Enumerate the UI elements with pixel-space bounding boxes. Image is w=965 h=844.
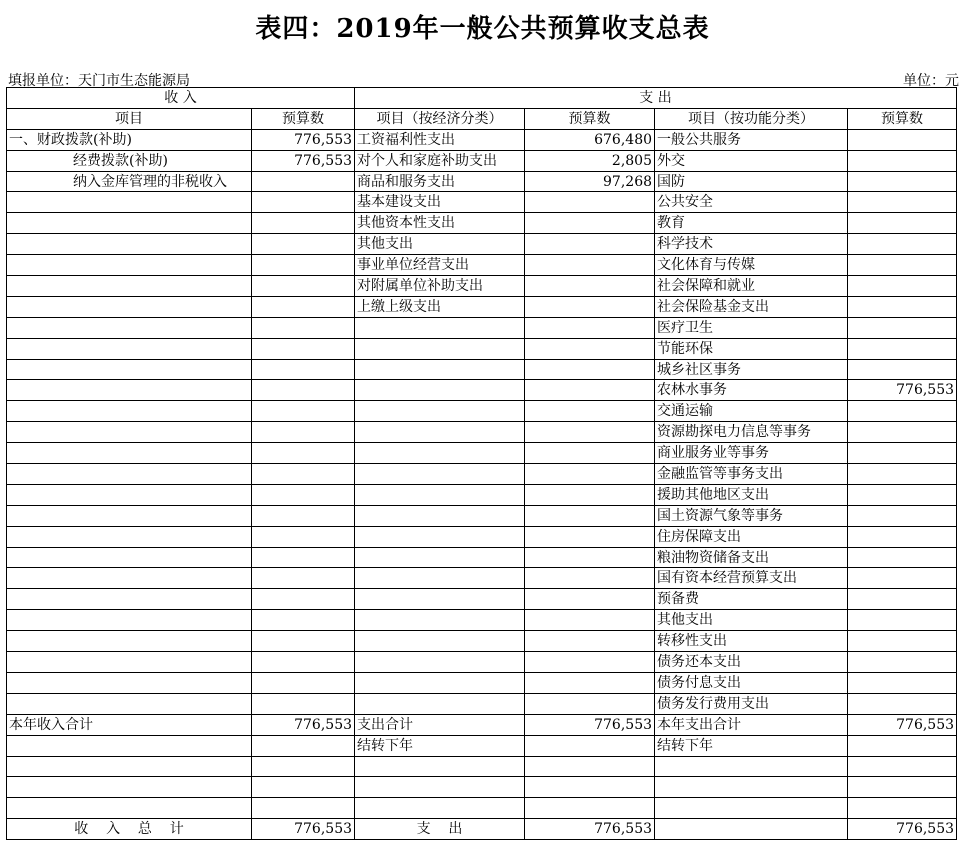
page-title: 表四：2019年一般公共预算收支总表 (255, 14, 710, 44)
income-item-cell (7, 484, 252, 505)
table-row (7, 401, 957, 422)
func-budget-cell (848, 798, 957, 819)
income-budget-cell (252, 234, 355, 255)
func-budget-cell (848, 672, 957, 693)
econ-budget-cell (525, 234, 655, 255)
income-budget-cell (252, 401, 355, 422)
income-budget-cell (252, 276, 355, 297)
table-row (7, 359, 957, 380)
expense-header: 支 出 (355, 88, 957, 109)
econ-budget-cell (525, 693, 655, 714)
table-row (7, 317, 957, 338)
func-budget-cell (848, 192, 957, 213)
econ-item-cell (355, 693, 525, 714)
func-item-cell: 债务还本支出 (655, 652, 848, 673)
table-row (7, 735, 957, 756)
func-budget-cell (848, 276, 957, 297)
total-func-value: 776,553 (848, 819, 957, 840)
grand-total-row (7, 819, 957, 840)
table-row (7, 505, 957, 526)
col-econ-item-header: 项目（按经济分类） (355, 108, 525, 129)
income-budget-cell (252, 526, 355, 547)
econ-budget-cell (525, 568, 655, 589)
income-item-cell (7, 213, 252, 234)
econ-item-cell (355, 589, 525, 610)
income-item-cell: 纳入金库管理的非税收入 (7, 171, 252, 192)
table-row (7, 234, 957, 255)
income-item-cell (7, 589, 252, 610)
table-row (7, 777, 957, 798)
econ-budget-cell (525, 317, 655, 338)
income-budget-cell (252, 192, 355, 213)
econ-budget-cell (525, 631, 655, 652)
econ-item-cell (355, 631, 525, 652)
func-budget-cell (848, 526, 957, 547)
income-budget-cell (252, 296, 355, 317)
econ-budget-cell (525, 213, 655, 234)
func-item-cell: 医疗卫生 (655, 317, 848, 338)
func-budget-cell (848, 631, 957, 652)
income-item-cell (7, 568, 252, 589)
func-item-cell: 资源勘探电力信息等事务 (655, 422, 848, 443)
col-func-budget-header: 预算数 (848, 108, 957, 129)
table-row (7, 610, 957, 631)
table-row (7, 589, 957, 610)
func-item-cell: 转移性支出 (655, 631, 848, 652)
income-item-cell (7, 652, 252, 673)
econ-item-cell (355, 464, 525, 485)
func-item-cell (655, 777, 848, 798)
econ-item-cell (355, 359, 525, 380)
income-item-cell: 经费拨款(补助) (7, 150, 252, 171)
income-item-cell (7, 672, 252, 693)
income-item-cell (7, 693, 252, 714)
econ-budget-cell (525, 798, 655, 819)
econ-budget-cell: 676,480 (525, 129, 655, 150)
income-budget-cell (252, 359, 355, 380)
econ-item-cell: 其他支出 (355, 234, 525, 255)
func-item-cell: 国防 (655, 171, 848, 192)
income-budget-cell (252, 484, 355, 505)
income-item-cell (7, 505, 252, 526)
table-row (7, 798, 957, 819)
func-budget-cell (848, 443, 957, 464)
income-budget-cell (252, 255, 355, 276)
func-budget-cell (848, 255, 957, 276)
income-item-cell (7, 798, 252, 819)
income-item-cell (7, 526, 252, 547)
econ-item-cell (355, 652, 525, 673)
table-row (7, 213, 957, 234)
col-item-header: 项目 (7, 108, 252, 129)
income-budget-cell (252, 464, 355, 485)
income-item-cell (7, 547, 252, 568)
income-item-cell: 本年收入合计 (7, 714, 252, 735)
econ-item-cell (355, 317, 525, 338)
income-budget-cell (252, 652, 355, 673)
income-budget-cell (252, 213, 355, 234)
table-row (7, 150, 957, 171)
func-item-cell: 本年支出合计 (655, 714, 848, 735)
func-item-cell: 一般公共服务 (655, 129, 848, 150)
func-budget-cell (848, 777, 957, 798)
table-row (7, 756, 957, 777)
econ-budget-cell (525, 547, 655, 568)
econ-budget-cell (525, 777, 655, 798)
income-budget-cell (252, 338, 355, 359)
func-item-cell: 国土资源气象等事务 (655, 505, 848, 526)
income-item-cell (7, 317, 252, 338)
total-income-value: 776,553 (252, 819, 355, 840)
func-item-cell: 国有资本经营预算支出 (655, 568, 848, 589)
econ-budget-cell (525, 443, 655, 464)
econ-item-cell (355, 401, 525, 422)
income-item-cell (7, 735, 252, 756)
income-budget-cell (252, 171, 355, 192)
func-budget-cell (848, 150, 957, 171)
total-func-label (655, 819, 848, 840)
table-row (7, 526, 957, 547)
income-budget-cell (252, 422, 355, 443)
col-budget-header: 预算数 (252, 108, 355, 129)
econ-item-cell (355, 422, 525, 443)
econ-item-cell: 支出合计 (355, 714, 525, 735)
budget-table (6, 87, 957, 840)
income-budget-cell (252, 777, 355, 798)
table-row (7, 693, 957, 714)
func-budget-cell (848, 234, 957, 255)
func-item-cell: 住房保障支出 (655, 526, 848, 547)
econ-budget-cell (525, 464, 655, 485)
income-item-cell (7, 610, 252, 631)
table-row (7, 484, 957, 505)
func-item-cell: 结转下年 (655, 735, 848, 756)
income-item-cell (7, 276, 252, 297)
income-budget-cell (252, 631, 355, 652)
income-budget-cell (252, 380, 355, 401)
func-item-cell: 其他支出 (655, 610, 848, 631)
func-budget-cell (848, 338, 957, 359)
func-item-cell (655, 798, 848, 819)
table-row (7, 192, 957, 213)
income-budget-cell: 776,553 (252, 129, 355, 150)
func-budget-cell (848, 735, 957, 756)
income-item-cell (7, 255, 252, 276)
reporting-unit: 填报单位：天门市生态能源局 (8, 73, 190, 89)
econ-item-cell (355, 777, 525, 798)
total-income-label: 收 入 总 计 (7, 819, 252, 840)
func-item-cell: 商业服务业等事务 (655, 443, 848, 464)
func-budget-cell (848, 547, 957, 568)
econ-budget-cell: 97,268 (525, 171, 655, 192)
econ-budget-cell (525, 255, 655, 276)
econ-item-cell (355, 505, 525, 526)
econ-budget-cell (525, 672, 655, 693)
func-budget-cell (848, 129, 957, 150)
func-item-cell: 农林水事务 (655, 380, 848, 401)
func-item-cell: 债务发行费用支出 (655, 693, 848, 714)
table-row (7, 276, 957, 297)
income-budget-cell (252, 672, 355, 693)
func-budget-cell (848, 359, 957, 380)
income-item-cell (7, 777, 252, 798)
func-item-cell: 社会保险基金支出 (655, 296, 848, 317)
table-row (7, 672, 957, 693)
table-row (7, 714, 957, 735)
func-item-cell: 教育 (655, 213, 848, 234)
func-budget-cell (848, 213, 957, 234)
econ-item-cell (355, 756, 525, 777)
table-row (7, 652, 957, 673)
income-item-cell (7, 443, 252, 464)
income-item-cell (7, 422, 252, 443)
total-expense-value: 776,553 (525, 819, 655, 840)
func-item-cell: 粮油物资储备支出 (655, 547, 848, 568)
table-row (7, 568, 957, 589)
func-item-cell: 文化体育与传媒 (655, 255, 848, 276)
econ-budget-cell (525, 296, 655, 317)
income-budget-cell (252, 693, 355, 714)
income-item-cell (7, 359, 252, 380)
econ-budget-cell (525, 484, 655, 505)
econ-budget-cell (525, 422, 655, 443)
func-item-cell: 交通运输 (655, 401, 848, 422)
header-group-row (7, 88, 957, 109)
func-budget-cell (848, 610, 957, 631)
income-budget-cell (252, 568, 355, 589)
income-item-cell (7, 464, 252, 485)
econ-item-cell: 其他资本性支出 (355, 213, 525, 234)
func-item-cell: 节能环保 (655, 338, 848, 359)
func-budget-cell (848, 296, 957, 317)
func-item-cell: 预备费 (655, 589, 848, 610)
col-econ-budget-header: 预算数 (525, 108, 655, 129)
econ-budget-cell (525, 192, 655, 213)
econ-item-cell: 上缴上级支出 (355, 296, 525, 317)
econ-budget-cell (525, 338, 655, 359)
header-column-row (7, 108, 957, 129)
income-item-cell: 一、财政拨款(补助) (7, 129, 252, 150)
func-item-cell: 援助其他地区支出 (655, 484, 848, 505)
income-budget-cell (252, 610, 355, 631)
econ-item-cell (355, 380, 525, 401)
income-item-cell (7, 234, 252, 255)
col-func-item-header: 项目（按功能分类） (655, 108, 848, 129)
func-budget-cell (848, 464, 957, 485)
income-header: 收 入 (7, 88, 355, 109)
econ-budget-cell (525, 401, 655, 422)
econ-budget-cell (525, 756, 655, 777)
econ-item-cell: 事业单位经营支出 (355, 255, 525, 276)
income-budget-cell (252, 756, 355, 777)
func-budget-cell (848, 693, 957, 714)
econ-item-cell: 工资福利性支出 (355, 129, 525, 150)
func-budget-cell (848, 756, 957, 777)
econ-item-cell (355, 610, 525, 631)
table-row (7, 631, 957, 652)
table-row (7, 422, 957, 443)
table-row (7, 547, 957, 568)
table-row (7, 380, 957, 401)
econ-item-cell: 基本建设支出 (355, 192, 525, 213)
table-row (7, 296, 957, 317)
func-budget-cell (848, 484, 957, 505)
currency-unit: 单位：元 (903, 73, 959, 89)
income-item-cell (7, 338, 252, 359)
func-item-cell: 债务付息支出 (655, 672, 848, 693)
econ-budget-cell (525, 505, 655, 526)
econ-budget-cell (525, 589, 655, 610)
func-item-cell: 社会保障和就业 (655, 276, 848, 297)
func-budget-cell (848, 589, 957, 610)
table-row (7, 129, 957, 150)
income-budget-cell (252, 505, 355, 526)
econ-item-cell (355, 526, 525, 547)
econ-item-cell (355, 547, 525, 568)
income-budget-cell (252, 443, 355, 464)
income-budget-cell: 776,553 (252, 714, 355, 735)
table-row (7, 443, 957, 464)
table-row (7, 255, 957, 276)
income-budget-cell: 776,553 (252, 150, 355, 171)
income-item-cell (7, 192, 252, 213)
func-item-cell (655, 756, 848, 777)
income-budget-cell (252, 589, 355, 610)
econ-item-cell: 对个人和家庭补助支出 (355, 150, 525, 171)
econ-item-cell (355, 484, 525, 505)
econ-item-cell: 对附属单位补助支出 (355, 276, 525, 297)
income-budget-cell (252, 547, 355, 568)
income-item-cell (7, 401, 252, 422)
func-item-cell: 科学技术 (655, 234, 848, 255)
income-budget-cell (252, 798, 355, 819)
income-item-cell (7, 380, 252, 401)
econ-budget-cell (525, 735, 655, 756)
total-expense-label: 支 出 (355, 819, 525, 840)
table-row (7, 464, 957, 485)
func-budget-cell (848, 505, 957, 526)
econ-budget-cell (525, 652, 655, 673)
econ-item-cell (355, 443, 525, 464)
func-budget-cell (848, 568, 957, 589)
func-item-cell: 金融监管等事务支出 (655, 464, 848, 485)
func-budget-cell (848, 652, 957, 673)
econ-budget-cell (525, 380, 655, 401)
income-item-cell (7, 756, 252, 777)
func-item-cell: 城乡社区事务 (655, 359, 848, 380)
income-budget-cell (252, 735, 355, 756)
func-item-cell: 外交 (655, 150, 848, 171)
func-item-cell: 公共安全 (655, 192, 848, 213)
econ-budget-cell (525, 359, 655, 380)
func-budget-cell (848, 171, 957, 192)
income-item-cell (7, 296, 252, 317)
income-budget-cell (252, 317, 355, 338)
econ-item-cell (355, 672, 525, 693)
func-budget-cell: 776,553 (848, 380, 957, 401)
econ-item-cell (355, 568, 525, 589)
func-budget-cell (848, 422, 957, 443)
econ-budget-cell: 2,805 (525, 150, 655, 171)
econ-budget-cell: 776,553 (525, 714, 655, 735)
econ-budget-cell (525, 276, 655, 297)
income-item-cell (7, 631, 252, 652)
econ-item-cell: 商品和服务支出 (355, 171, 525, 192)
econ-item-cell: 结转下年 (355, 735, 525, 756)
econ-item-cell (355, 798, 525, 819)
table-row (7, 338, 957, 359)
func-budget-cell: 776,553 (848, 714, 957, 735)
func-budget-cell (848, 401, 957, 422)
table-row (7, 171, 957, 192)
econ-budget-cell (525, 610, 655, 631)
econ-item-cell (355, 338, 525, 359)
func-budget-cell (848, 317, 957, 338)
econ-budget-cell (525, 526, 655, 547)
